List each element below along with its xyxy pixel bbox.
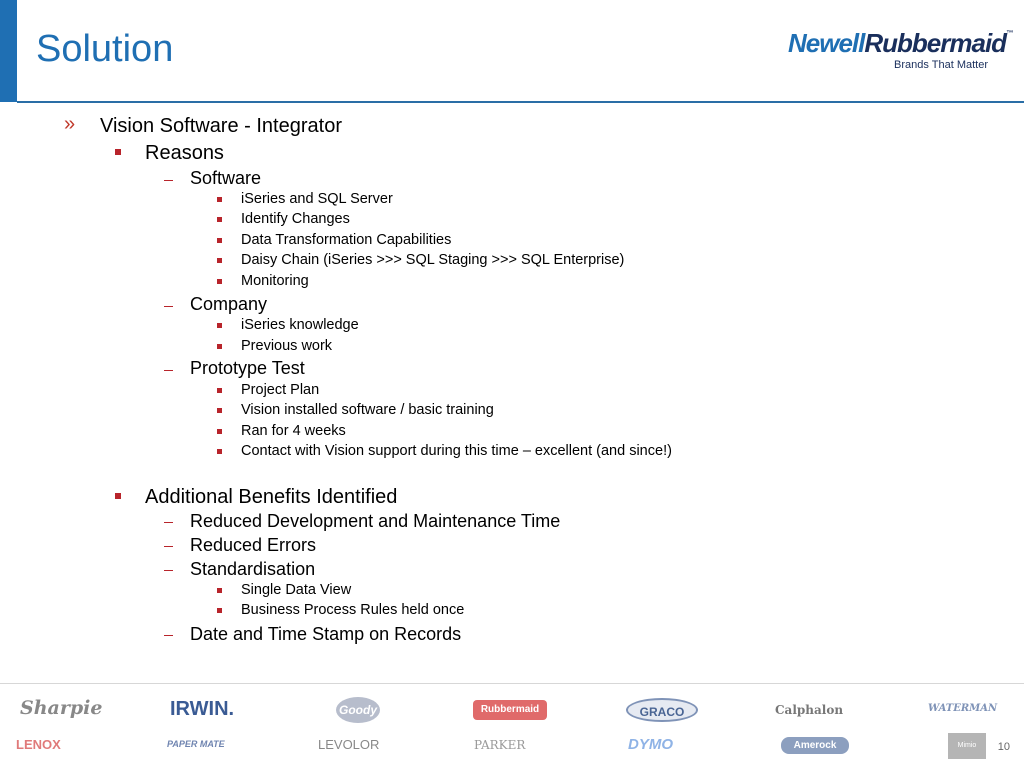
square-bullet-icon — [217, 449, 222, 454]
outline-errors: Reduced Errors — [190, 535, 317, 555]
square-bullet-icon — [115, 149, 121, 155]
square-bullet-icon — [217, 279, 222, 284]
square-bullet-icon — [217, 197, 222, 202]
list-item: Vision installed software / basic training — [241, 402, 494, 418]
brand-logo-rubbermaid: Rubbermaid — [473, 700, 547, 720]
square-bullet-icon — [115, 493, 121, 499]
square-bullet-icon — [217, 429, 222, 434]
left-accent-bar — [0, 0, 17, 102]
dash-bullet-icon — [164, 570, 173, 571]
brand-logo-waterman: WATERMAN — [928, 703, 998, 714]
page-number: 10 — [997, 741, 1010, 753]
dash-bullet-icon — [164, 635, 173, 636]
outline-software: Software — [190, 168, 262, 188]
brand-logo-sharpie: Sharpie — [20, 697, 103, 719]
footer-divider — [0, 683, 1024, 684]
square-bullet-icon — [217, 323, 222, 328]
slide-title: Solution — [36, 28, 174, 70]
list-item: iSeries and SQL Server — [241, 191, 393, 207]
dash-bullet-icon — [164, 306, 173, 307]
brand-logo-goody: Goody — [336, 697, 380, 723]
square-bullet-icon — [217, 408, 222, 413]
brand-logo-parker: PARKER — [474, 738, 526, 752]
brand-logo-calphalon: Calphalon — [775, 703, 844, 717]
outline-timestamp: Date and Time Stamp on Records — [190, 624, 462, 644]
list-item: iSeries knowledge — [241, 317, 359, 333]
list-item: Previous work — [241, 338, 333, 354]
list-item: Monitoring — [241, 273, 309, 289]
logo-wordmark — [788, 28, 1013, 58]
list-item: Daisy Chain (iSeries >>> SQL Staging >>> SQL Enterprise) — [241, 252, 625, 268]
list-item: Contact with Vision support during this time – excellent (and since!) — [241, 443, 672, 459]
logo-part-newell: Newell — [788, 28, 865, 58]
brand-logo-amerock: Amerock — [781, 737, 849, 754]
brand-logo-irwin: IRWIN. — [170, 698, 235, 720]
list-item: Data Transformation Capabilities — [241, 232, 452, 248]
brand-logo-mimio: Mimio — [948, 733, 986, 759]
square-bullet-icon — [217, 388, 222, 393]
header-divider — [17, 101, 1024, 103]
dash-bullet-icon — [164, 522, 173, 523]
square-bullet-icon — [217, 344, 222, 349]
brand-logo-dymo: DYMO — [628, 736, 673, 753]
list-item: Project Plan — [241, 382, 320, 398]
list-item: Ran for 4 weeks — [241, 423, 346, 439]
list-item: Business Process Rules held once — [241, 602, 465, 618]
dash-bullet-icon — [164, 546, 173, 547]
brand-logo-graco: GRACO — [626, 698, 698, 722]
chevron-bullet-icon: » — [64, 113, 76, 135]
outline-prototype: Prototype Test — [190, 358, 305, 378]
brand-logo-lenox: LENOX — [16, 737, 61, 752]
dash-bullet-icon — [164, 370, 173, 371]
brand-logo-papermate: PAPER MATE — [167, 739, 225, 749]
square-bullet-icon — [217, 608, 222, 613]
outline-company: Company — [190, 294, 268, 314]
square-bullet-icon — [217, 258, 222, 263]
outline-dev-time: Reduced Development and Maintenance Time — [190, 511, 561, 531]
company-logo — [788, 28, 1013, 74]
logo-tagline: Brands That Matter — [894, 59, 988, 71]
list-item: Single Data View — [241, 582, 352, 598]
square-bullet-icon — [217, 238, 222, 243]
outline-standardisation: Standardisation — [190, 559, 316, 579]
logo-trademark: ™ — [1006, 30, 1013, 37]
dash-bullet-icon — [164, 180, 173, 181]
list-item: Identify Changes — [241, 211, 350, 227]
square-bullet-icon — [217, 217, 222, 222]
logo-part-rubbermaid: Rubbermaid — [864, 28, 1007, 58]
brand-logo-levolor: LEVOLOR — [318, 737, 380, 752]
outline-reasons: Reasons — [145, 142, 224, 164]
square-bullet-icon — [217, 588, 222, 593]
outline-benefits: Additional Benefits Identified — [145, 486, 398, 508]
outline-level1-item: Vision Software - Integrator — [100, 115, 342, 137]
